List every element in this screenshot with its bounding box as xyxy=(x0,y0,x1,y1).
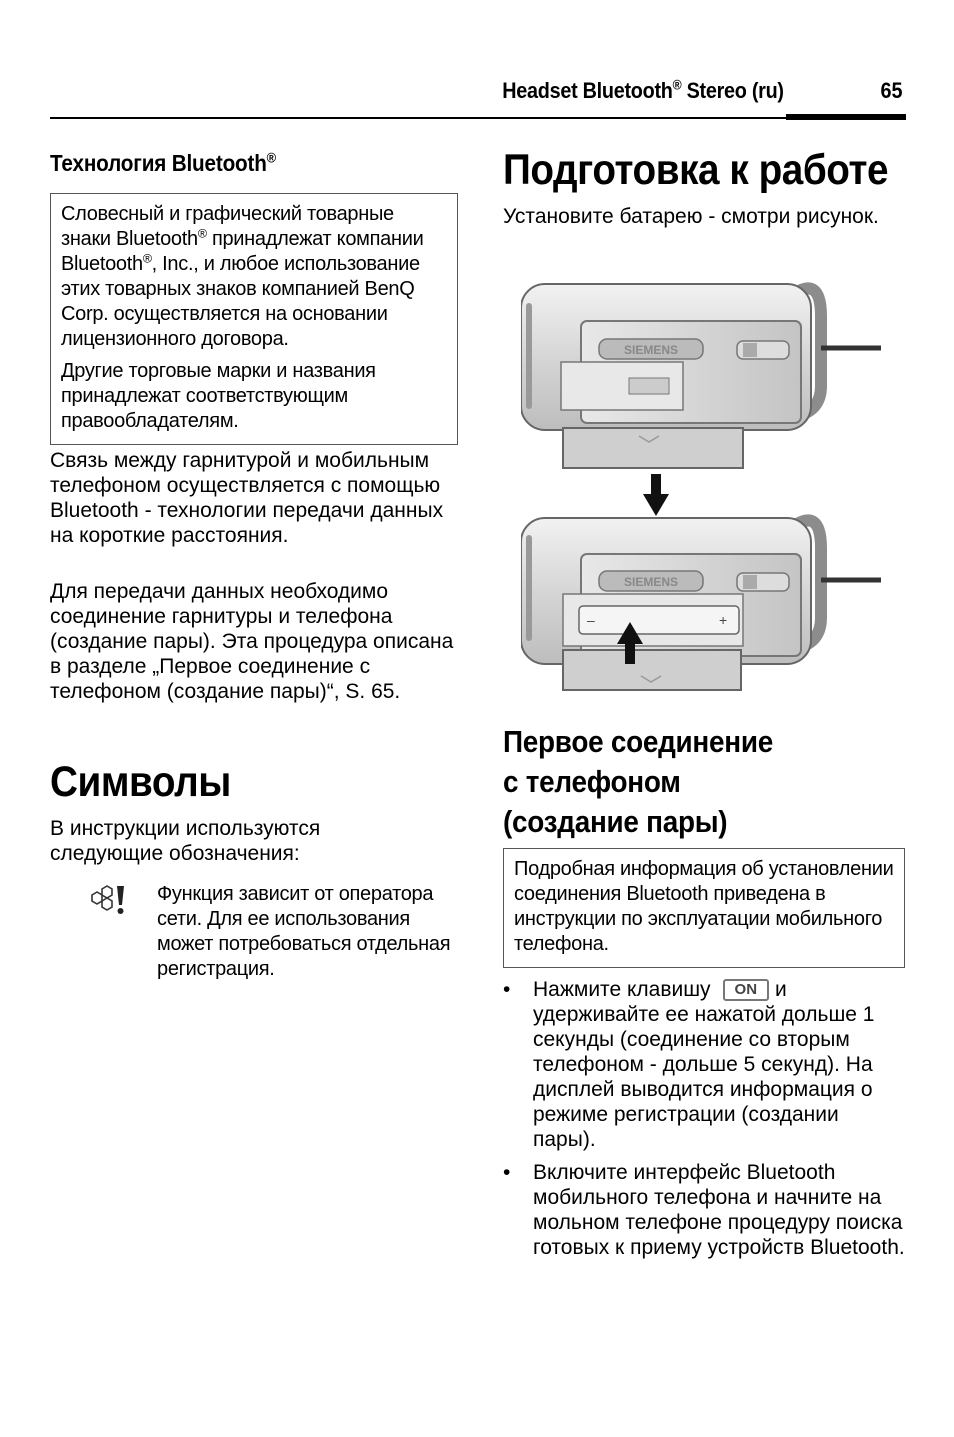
trademark-paragraph xyxy=(61,202,447,352)
info-box xyxy=(503,848,905,968)
headset-bottom-view xyxy=(521,518,881,690)
symbol-operator-description: Функция зависит от оператора сети. Для ее использования может потребоваться отдельная регистрация. xyxy=(157,883,451,980)
bullet: • xyxy=(503,978,511,1001)
symbols-intro: В инструкции используются следующие обозначения: xyxy=(50,817,321,865)
running-title xyxy=(503,78,784,104)
battery-installation-figure xyxy=(521,276,881,696)
trademark-text-a: Словесный и графический товарные знаки Bluetooth xyxy=(61,203,394,250)
instruction-text: Нажмите клавишу xyxy=(533,978,711,1001)
battery-minus-label: – xyxy=(587,612,595,628)
network-operator-icon xyxy=(84,884,132,918)
running-title-suffix: Stereo (ru) xyxy=(681,78,784,103)
tech-heading xyxy=(50,150,276,177)
trademark-box xyxy=(50,193,458,445)
instruction-list xyxy=(503,977,907,1260)
header-rule-accent xyxy=(786,114,906,120)
battery-plus-label: + xyxy=(719,612,728,628)
brand-label-bottom: SIEMENS xyxy=(623,575,679,589)
arrow-down-icon xyxy=(643,474,669,516)
registered-mark: ® xyxy=(142,251,152,266)
list-item xyxy=(503,1160,907,1260)
battery-instruction: Установите батарею - смотри рисунок. xyxy=(503,205,879,228)
instruction-text: и удерживайте ее нажатой дольше 1 секунды (соединение со вторым телефоном - дольше 5 секунд). На дисплей выводится информация о режиме регистрации (создании пары). xyxy=(533,978,875,1151)
pairing-heading xyxy=(503,722,863,842)
page-number: 65 xyxy=(879,78,902,103)
page-header xyxy=(50,70,906,122)
trademark-text-b: принадлежат компании Bluetooth xyxy=(61,228,424,275)
tech-heading-text: Технология Bluetooth xyxy=(50,150,267,176)
on-key-icon: ON xyxy=(723,979,770,1001)
bullet: • xyxy=(503,1161,511,1184)
other-trademarks-paragraph: Другие торговые марки и названия принадлежат соответствующим правообладателям. xyxy=(61,360,376,432)
headset-top-view xyxy=(521,284,881,468)
header-rule xyxy=(50,117,906,119)
registered-mark: ® xyxy=(672,77,682,93)
info-box-text: Подробная информация об установлении соединения Bluetooth приведена в инструкции по эксплуатации мобильного телефона. xyxy=(514,858,894,955)
pairing-heading-line1: Первое соединение xyxy=(503,724,773,759)
symbols-heading: Символы xyxy=(50,758,231,806)
running-title-text: Headset Bluetooth xyxy=(502,78,673,103)
pairing-heading-line3: (создание пары) xyxy=(503,804,728,839)
registered-mark: ® xyxy=(197,226,207,241)
pairing-description: Для передачи данных необходимо соединение гарнитуры и телефона (создание пары). Эта процедура описана в разделе „Первое соединение с телефоном (создание пары)“, S. 65. xyxy=(50,580,454,703)
list-item xyxy=(503,977,907,1152)
pairing-heading-line2: с телефоном xyxy=(503,764,681,799)
instruction-text: Включите интерфейс Bluetooth мобильного телефона и начните на мольном телефоне процедуру поиска готовых к приему устройств Bluetooth. xyxy=(533,1161,905,1259)
bluetooth-description: Связь между гарнитурой и мобильным телефоном осуществляется с помощью Bluetooth - технологии передачи данных на короткие расстояния. xyxy=(50,449,444,547)
trademark-text-c: , Inc., и любое использование этих товарных знаков компанией BenQ Corp. осуществляется на основании лицензионного договора. xyxy=(61,253,420,350)
main-heading: Подготовка к работе xyxy=(503,146,889,194)
brand-label-top: SIEMENS xyxy=(623,343,679,357)
registered-mark: ® xyxy=(266,150,276,167)
